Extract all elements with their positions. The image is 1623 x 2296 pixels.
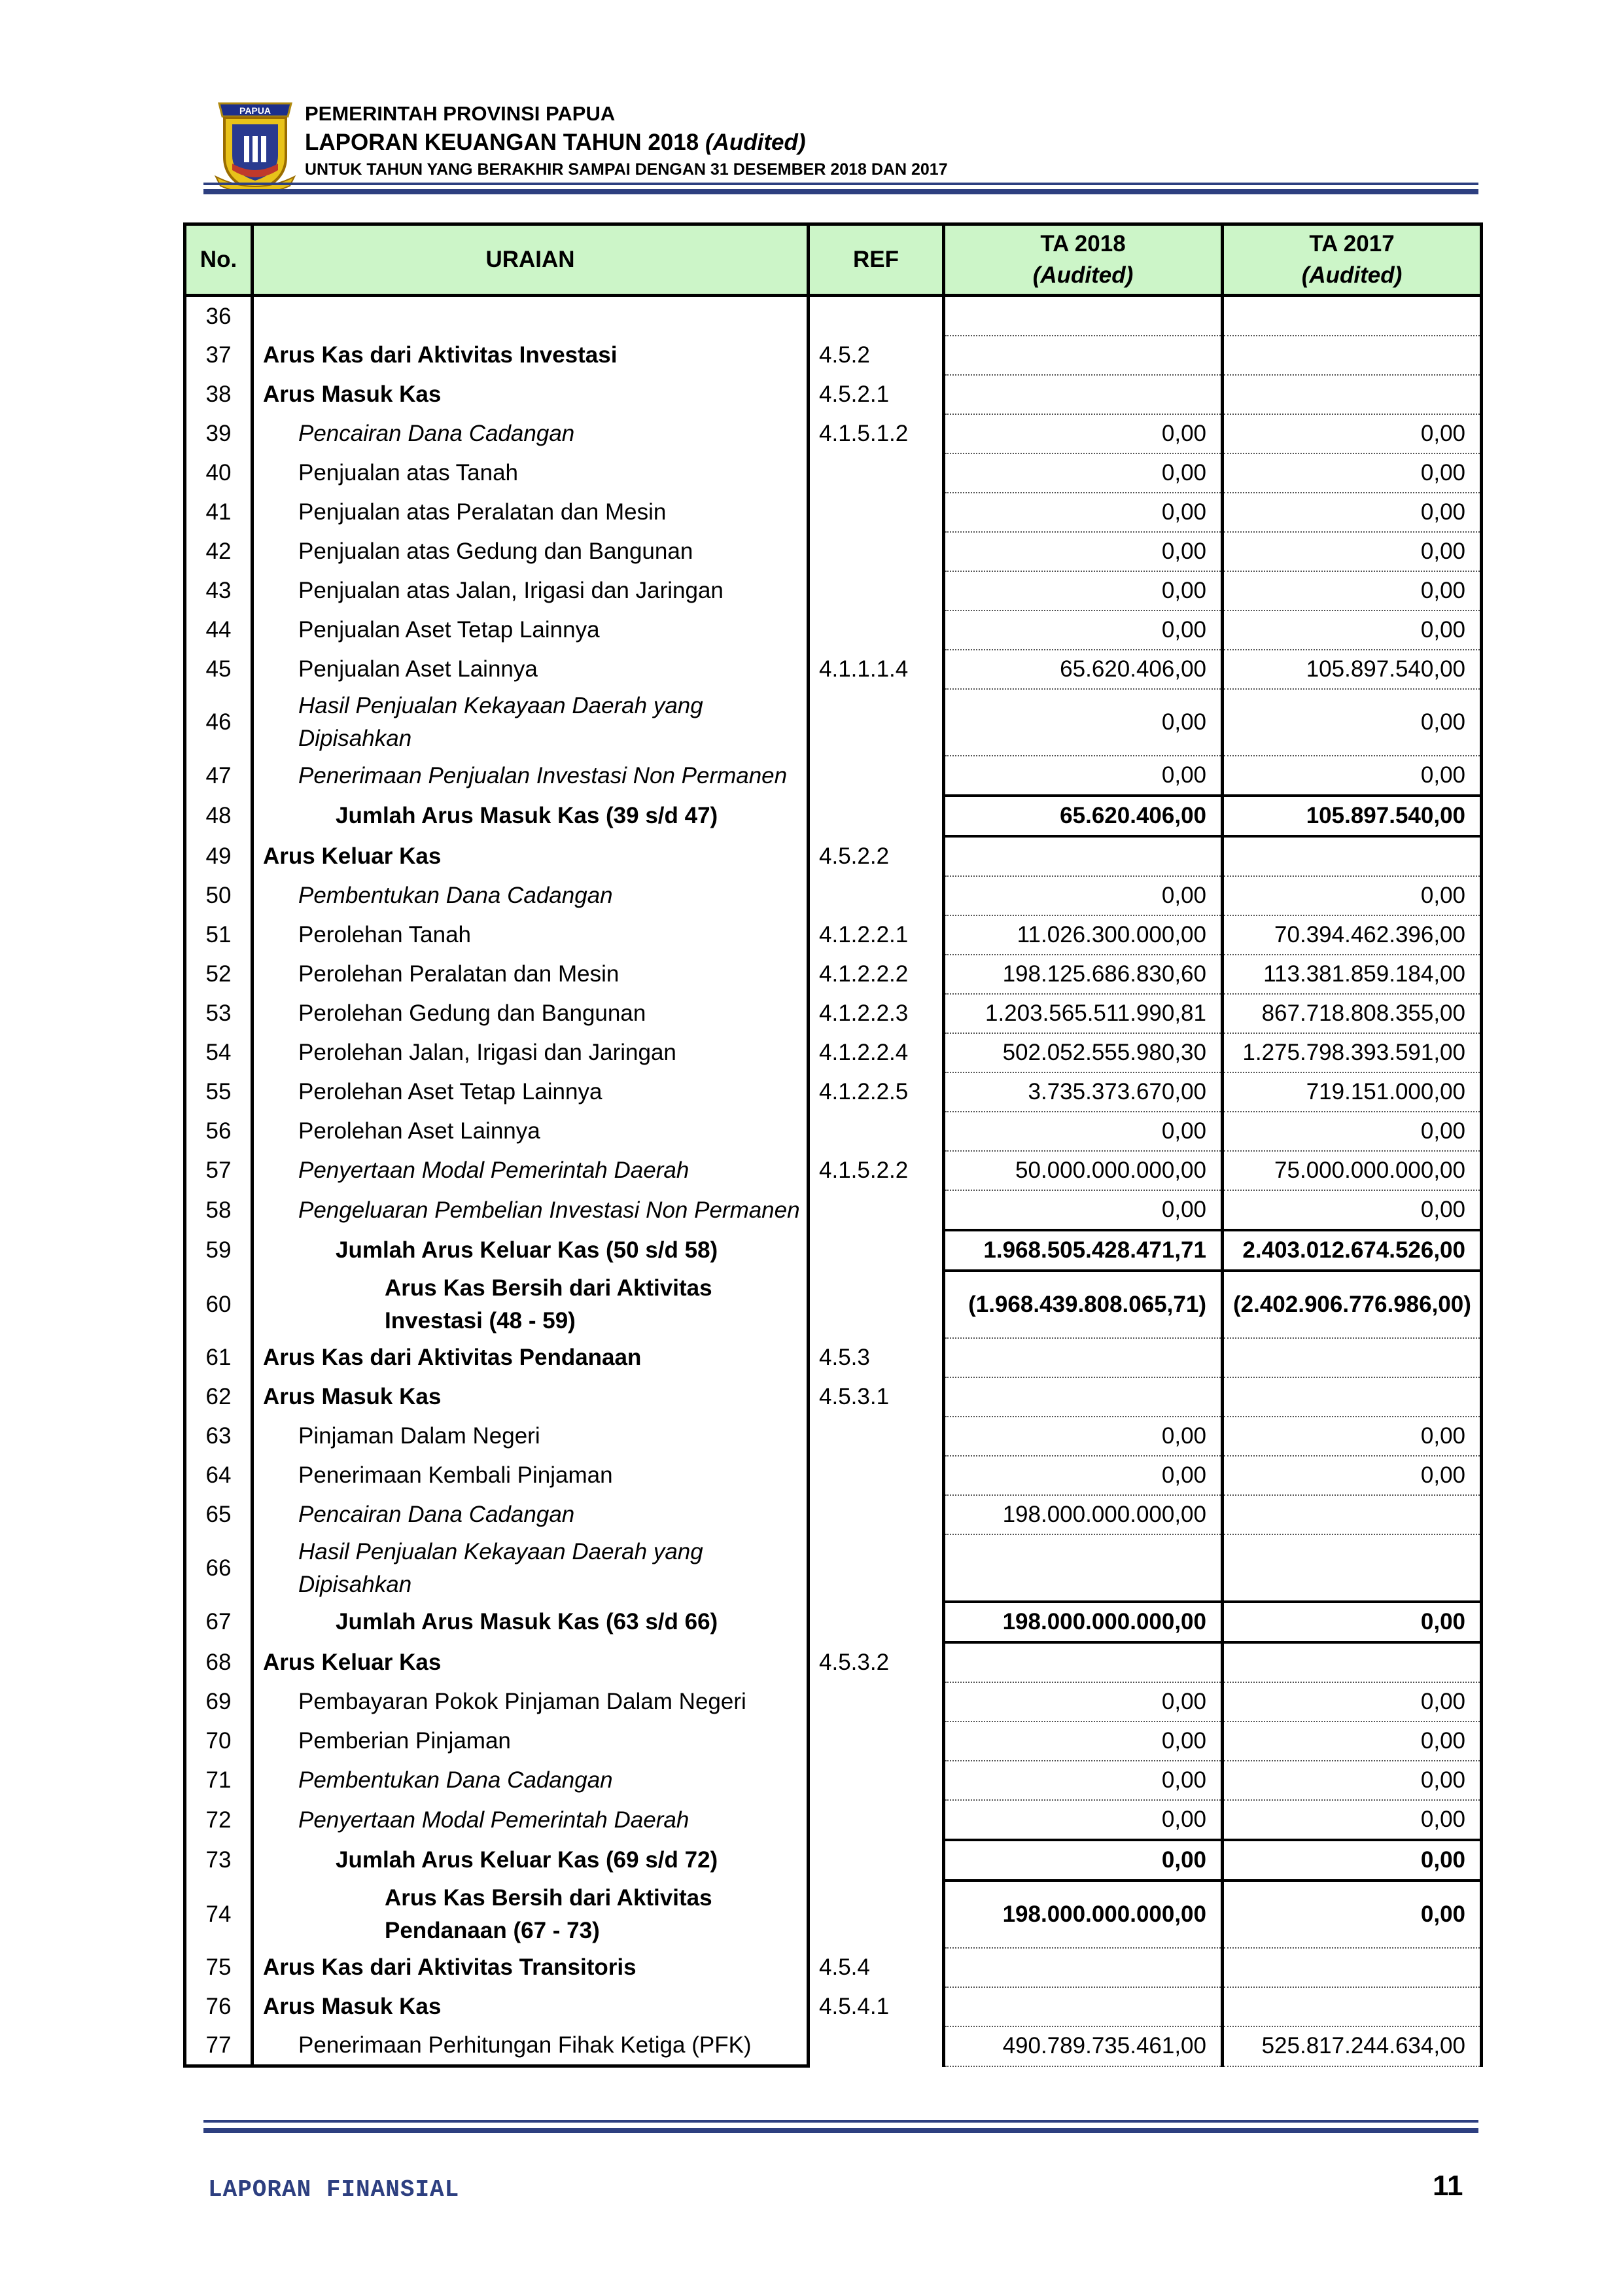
table-row	[185, 1033, 1482, 1072]
table-row	[185, 1682, 1482, 1722]
table-row	[185, 1072, 1482, 1112]
table-row	[185, 994, 1482, 1033]
table-row	[185, 1417, 1482, 1456]
row-description: Arus Masuk Kas	[253, 375, 809, 414]
header-period: UNTUK TAHUN YANG BERAKHIR SAMPAI DENGAN 31 DESEMBER 2018 DAN 2017	[305, 160, 948, 179]
row-number: 59	[185, 1230, 253, 1271]
row-description: Pencairan Dana Cadangan	[253, 1495, 809, 1534]
amount-ta2018: 198.000.000.000,00	[944, 1495, 1223, 1534]
row-ref: 4.1.2.2.2	[809, 955, 944, 994]
table-row	[185, 1495, 1482, 1534]
amount-ta2017	[1223, 1338, 1482, 1377]
amount-ta2018: 1.968.505.428.471,71	[944, 1230, 1223, 1271]
amount-ta2018: 0,00	[944, 756, 1223, 796]
row-number: 64	[185, 1456, 253, 1495]
table-row	[185, 1761, 1482, 1800]
col-header-no: No.	[185, 224, 253, 296]
row-ref: 4.1.2.2.1	[809, 915, 944, 955]
col-header-ta2018-audited: (Audited)	[1032, 262, 1134, 288]
footer-rule-thick	[203, 2128, 1478, 2133]
row-number: 67	[185, 1602, 253, 1642]
amount-ta2017	[1223, 1377, 1482, 1417]
amount-ta2017: 0,00	[1223, 571, 1482, 610]
amount-ta2017: 0,00	[1223, 1112, 1482, 1151]
row-description: Penyertaan Modal Pemerintah Daerah	[253, 1151, 809, 1190]
header-report-title	[305, 130, 806, 156]
table-row	[185, 1722, 1482, 1761]
row-number: 46	[185, 689, 253, 756]
row-description: Arus Kas Bersih dari Aktivitas Investasi (48 - 59)	[253, 1271, 809, 1338]
header-rule-thick	[203, 189, 1478, 194]
table-row	[185, 493, 1482, 532]
table-row	[185, 453, 1482, 493]
row-number: 40	[185, 453, 253, 493]
amount-ta2017: 719.151.000,00	[1223, 1072, 1482, 1112]
row-ref	[809, 296, 944, 336]
table-row	[185, 375, 1482, 414]
amount-ta2018	[944, 836, 1223, 876]
amount-ta2017: 0,00	[1223, 1881, 1482, 1948]
amount-ta2017	[1223, 1642, 1482, 1682]
amount-ta2018: 198.125.686.830,60	[944, 955, 1223, 994]
table-row	[185, 1338, 1482, 1377]
amount-ta2018: 65.620.406,00	[944, 650, 1223, 689]
amount-ta2018	[944, 1987, 1223, 2026]
row-ref: 4.5.4	[809, 1948, 944, 1987]
amount-ta2017: 105.897.540,00	[1223, 650, 1482, 689]
col-header-ta2017-year: TA 2017	[1309, 231, 1395, 256]
table-row	[185, 689, 1482, 756]
row-ref: 4.1.5.1.2	[809, 414, 944, 453]
table-row	[185, 1190, 1482, 1230]
footer-rule-thin	[203, 2120, 1478, 2123]
row-number: 58	[185, 1190, 253, 1230]
row-ref	[809, 1534, 944, 1602]
amount-ta2018: 490.789.735.461,00	[944, 2026, 1223, 2066]
amount-ta2018: 0,00	[944, 1456, 1223, 1495]
amount-ta2017: 0,00	[1223, 1761, 1482, 1800]
amount-ta2018: 0,00	[944, 610, 1223, 650]
table-row	[185, 1377, 1482, 1417]
row-description: Penjualan Aset Tetap Lainnya	[253, 610, 809, 650]
row-description: Arus Masuk Kas	[253, 1377, 809, 1417]
row-number: 68	[185, 1642, 253, 1682]
table-row	[185, 610, 1482, 650]
row-number: 50	[185, 876, 253, 915]
row-description: Perolehan Aset Lainnya	[253, 1112, 809, 1151]
row-number: 56	[185, 1112, 253, 1151]
row-number: 45	[185, 650, 253, 689]
table-row	[185, 1800, 1482, 1840]
row-ref	[809, 689, 944, 756]
row-number: 37	[185, 336, 253, 375]
amount-ta2018	[944, 1377, 1223, 1417]
amount-ta2018: 65.620.406,00	[944, 796, 1223, 836]
table-row	[185, 915, 1482, 955]
table-row	[185, 756, 1482, 796]
amount-ta2017	[1223, 1534, 1482, 1602]
header-government: PEMERINTAH PROVINSI PAPUA	[305, 102, 616, 125]
row-number: 49	[185, 836, 253, 876]
row-number: 70	[185, 1722, 253, 1761]
page-number: 11	[1433, 2170, 1463, 2202]
col-header-ref: REF	[809, 224, 944, 296]
amount-ta2018: 3.735.373.670,00	[944, 1072, 1223, 1112]
table-row	[185, 650, 1482, 689]
row-ref	[809, 1761, 944, 1800]
amount-ta2018	[944, 1338, 1223, 1377]
row-description: Penerimaan Kembali Pinjaman	[253, 1456, 809, 1495]
row-number: 74	[185, 1881, 253, 1948]
row-number: 76	[185, 1987, 253, 2026]
table-row	[185, 796, 1482, 836]
row-description: Penerimaan Perhitungan Fihak Ketiga (PFK)	[253, 2026, 809, 2066]
row-ref: 4.5.3.1	[809, 1377, 944, 1417]
table-row	[185, 1151, 1482, 1190]
table-row	[185, 1840, 1482, 1881]
amount-ta2018: 0,00	[944, 571, 1223, 610]
row-number: 48	[185, 796, 253, 836]
row-ref: 4.1.1.1.4	[809, 650, 944, 689]
amount-ta2018: 198.000.000.000,00	[944, 1881, 1223, 1948]
table-row	[185, 1948, 1482, 1987]
row-ref: 4.5.4.1	[809, 1987, 944, 2026]
table-row	[185, 414, 1482, 453]
table-row	[185, 1112, 1482, 1151]
row-number: 57	[185, 1151, 253, 1190]
row-number: 39	[185, 414, 253, 453]
row-description: Penjualan Aset Lainnya	[253, 650, 809, 689]
row-description: Penyertaan Modal Pemerintah Daerah	[253, 1800, 809, 1840]
amount-ta2018: (1.968.439.808.065,71)	[944, 1271, 1223, 1338]
row-ref	[809, 1112, 944, 1151]
row-ref	[809, 1840, 944, 1881]
row-ref	[809, 876, 944, 915]
amount-ta2018	[944, 375, 1223, 414]
amount-ta2018	[944, 1642, 1223, 1682]
row-ref	[809, 1881, 944, 1948]
amount-ta2017: 113.381.859.184,00	[1223, 955, 1482, 994]
row-number: 61	[185, 1338, 253, 1377]
amount-ta2017	[1223, 296, 1482, 336]
col-header-ta2017	[1223, 224, 1482, 296]
row-description: Arus Kas dari Aktivitas Pendanaan	[253, 1338, 809, 1377]
amount-ta2017: 0,00	[1223, 876, 1482, 915]
amount-ta2017: 525.817.244.634,00	[1223, 2026, 1482, 2066]
row-description: Pembayaran Pokok Pinjaman Dalam Negeri	[253, 1682, 809, 1722]
row-number: 42	[185, 532, 253, 571]
row-ref: 4.5.2.1	[809, 375, 944, 414]
row-ref	[809, 1800, 944, 1840]
amount-ta2017: 0,00	[1223, 610, 1482, 650]
amount-ta2017	[1223, 1987, 1482, 2026]
row-number: 41	[185, 493, 253, 532]
amount-ta2018: 0,00	[944, 1840, 1223, 1881]
amount-ta2017: 0,00	[1223, 1840, 1482, 1881]
table-header-row	[185, 224, 1482, 296]
row-number: 63	[185, 1417, 253, 1456]
row-ref	[809, 796, 944, 836]
row-number: 72	[185, 1800, 253, 1840]
col-header-uraian: URAIAN	[253, 224, 809, 296]
row-number: 36	[185, 296, 253, 336]
row-number: 51	[185, 915, 253, 955]
amount-ta2017: 75.000.000.000,00	[1223, 1151, 1482, 1190]
amount-ta2017: 0,00	[1223, 532, 1482, 571]
row-number: 55	[185, 1072, 253, 1112]
row-description: Hasil Penjualan Kekayaan Daerah yang Dipisahkan	[253, 689, 809, 756]
row-description: Arus Keluar Kas	[253, 1642, 809, 1682]
row-number: 75	[185, 1948, 253, 1987]
amount-ta2017: 0,00	[1223, 1682, 1482, 1722]
row-description: Arus Keluar Kas	[253, 836, 809, 876]
page-header	[0, 0, 1623, 196]
row-description: Perolehan Peralatan dan Mesin	[253, 955, 809, 994]
papua-emblem-icon	[213, 98, 298, 196]
amount-ta2017: 0,00	[1223, 1722, 1482, 1761]
cash-flow-table	[183, 222, 1483, 2068]
row-ref: 4.1.5.2.2	[809, 1151, 944, 1190]
table-row	[185, 1456, 1482, 1495]
amount-ta2018: 1.203.565.511.990,81	[944, 994, 1223, 1033]
row-number: 47	[185, 756, 253, 796]
row-number: 43	[185, 571, 253, 610]
amount-ta2017: 1.275.798.393.591,00	[1223, 1033, 1482, 1072]
table-row	[185, 336, 1482, 375]
amount-ta2017: 0,00	[1223, 1456, 1482, 1495]
row-description: Arus Masuk Kas	[253, 1987, 809, 2026]
col-header-ta2018-year: TA 2018	[1040, 231, 1126, 256]
amount-ta2017: 0,00	[1223, 1800, 1482, 1840]
row-description: Jumlah Arus Keluar Kas (69 s/d 72)	[253, 1840, 809, 1881]
row-number: 54	[185, 1033, 253, 1072]
header-rule-thin	[203, 183, 1478, 185]
amount-ta2017	[1223, 1495, 1482, 1534]
row-description: Penjualan atas Peralatan dan Mesin	[253, 493, 809, 532]
amount-ta2018: 11.026.300.000,00	[944, 915, 1223, 955]
table-body	[185, 296, 1482, 2066]
footer-title: LAPORAN FINANSIAL	[208, 2176, 460, 2203]
row-description: Jumlah Arus Masuk Kas (39 s/d 47)	[253, 796, 809, 836]
row-number: 73	[185, 1840, 253, 1881]
table-row	[185, 1987, 1482, 2026]
table-row	[185, 1602, 1482, 1642]
amount-ta2017: 0,00	[1223, 453, 1482, 493]
svg-text:PAPUA: PAPUA	[239, 105, 271, 116]
row-ref: 4.5.2.2	[809, 836, 944, 876]
amount-ta2017	[1223, 336, 1482, 375]
amount-ta2017: (2.402.906.776.986,00)	[1223, 1271, 1482, 1338]
row-description: Penerimaan Penjualan Investasi Non Permanen	[253, 756, 809, 796]
row-ref	[809, 453, 944, 493]
amount-ta2018	[944, 1948, 1223, 1987]
table-row	[185, 1230, 1482, 1271]
row-ref	[809, 571, 944, 610]
row-ref	[809, 1456, 944, 1495]
col-header-ta2017-audited: (Audited)	[1301, 262, 1403, 288]
table-row	[185, 876, 1482, 915]
table-row	[185, 2026, 1482, 2066]
row-ref	[809, 1602, 944, 1642]
row-number: 65	[185, 1495, 253, 1534]
amount-ta2017	[1223, 836, 1482, 876]
row-number: 71	[185, 1761, 253, 1800]
amount-ta2018: 0,00	[944, 1190, 1223, 1230]
row-description: Pembentukan Dana Cadangan	[253, 1761, 809, 1800]
amount-ta2018: 0,00	[944, 532, 1223, 571]
row-ref: 4.1.2.2.3	[809, 994, 944, 1033]
amount-ta2018: 0,00	[944, 1682, 1223, 1722]
header-report-title-text: LAPORAN KEUANGAN TAHUN 2018	[305, 130, 699, 155]
amount-ta2017: 0,00	[1223, 414, 1482, 453]
row-description: Perolehan Gedung dan Bangunan	[253, 994, 809, 1033]
row-description: Penjualan atas Gedung dan Bangunan	[253, 532, 809, 571]
row-ref	[809, 756, 944, 796]
row-description: Pengeluaran Pembelian Investasi Non Permanen	[253, 1190, 809, 1230]
row-description: Jumlah Arus Keluar Kas (50 s/d 58)	[253, 1230, 809, 1271]
row-ref: 4.1.2.2.5	[809, 1072, 944, 1112]
table-row	[185, 571, 1482, 610]
row-number: 60	[185, 1271, 253, 1338]
table-row	[185, 955, 1482, 994]
row-number: 53	[185, 994, 253, 1033]
row-description: Perolehan Jalan, Irigasi dan Jaringan	[253, 1033, 809, 1072]
amount-ta2017: 0,00	[1223, 689, 1482, 756]
row-ref	[809, 1190, 944, 1230]
amount-ta2017	[1223, 375, 1482, 414]
amount-ta2017: 0,00	[1223, 1602, 1482, 1642]
row-description: Penjualan atas Tanah	[253, 453, 809, 493]
row-number: 69	[185, 1682, 253, 1722]
amount-ta2018	[944, 296, 1223, 336]
amount-ta2018: 0,00	[944, 876, 1223, 915]
amount-ta2018: 198.000.000.000,00	[944, 1602, 1223, 1642]
amount-ta2017: 0,00	[1223, 1417, 1482, 1456]
row-description: Pemberian Pinjaman	[253, 1722, 809, 1761]
amount-ta2018: 0,00	[944, 414, 1223, 453]
row-description: Pembentukan Dana Cadangan	[253, 876, 809, 915]
row-ref: 4.5.3	[809, 1338, 944, 1377]
amount-ta2017: 70.394.462.396,00	[1223, 915, 1482, 955]
amount-ta2017	[1223, 1948, 1482, 1987]
amount-ta2018: 0,00	[944, 1761, 1223, 1800]
row-description: Jumlah Arus Masuk Kas (63 s/d 66)	[253, 1602, 809, 1642]
table-row	[185, 532, 1482, 571]
amount-ta2017: 0,00	[1223, 493, 1482, 532]
row-number: 38	[185, 375, 253, 414]
amount-ta2017: 105.897.540,00	[1223, 796, 1482, 836]
row-description: Pinjaman Dalam Negeri	[253, 1417, 809, 1456]
row-ref	[809, 1230, 944, 1271]
row-ref	[809, 1722, 944, 1761]
amount-ta2018: 502.052.555.980,30	[944, 1033, 1223, 1072]
amount-ta2018: 0,00	[944, 1800, 1223, 1840]
row-description: Arus Kas dari Aktivitas Investasi	[253, 336, 809, 375]
amount-ta2017: 0,00	[1223, 1190, 1482, 1230]
header-report-audited: (Audited)	[705, 130, 806, 155]
row-description	[253, 296, 809, 336]
col-header-ta2018	[944, 224, 1223, 296]
row-ref	[809, 2026, 944, 2066]
row-number: 44	[185, 610, 253, 650]
table-row	[185, 1881, 1482, 1948]
row-number: 66	[185, 1534, 253, 1602]
row-ref	[809, 1682, 944, 1722]
amount-ta2018	[944, 1534, 1223, 1602]
amount-ta2018: 0,00	[944, 493, 1223, 532]
amount-ta2017: 867.718.808.355,00	[1223, 994, 1482, 1033]
row-description: Perolehan Aset Tetap Lainnya	[253, 1072, 809, 1112]
amount-ta2018: 50.000.000.000,00	[944, 1151, 1223, 1190]
row-number: 77	[185, 2026, 253, 2066]
amount-ta2017: 0,00	[1223, 756, 1482, 796]
row-ref	[809, 1271, 944, 1338]
table-row	[185, 296, 1482, 336]
row-description: Arus Kas Bersih dari Aktivitas Pendanaan (67 - 73)	[253, 1881, 809, 1948]
amount-ta2018: 0,00	[944, 1112, 1223, 1151]
row-number: 52	[185, 955, 253, 994]
row-ref: 4.1.2.2.4	[809, 1033, 944, 1072]
row-ref	[809, 1495, 944, 1534]
row-description: Arus Kas dari Aktivitas Transitoris	[253, 1948, 809, 1987]
amount-ta2018: 0,00	[944, 1722, 1223, 1761]
amount-ta2018: 0,00	[944, 453, 1223, 493]
row-description: Penjualan atas Jalan, Irigasi dan Jaringan	[253, 571, 809, 610]
amount-ta2018	[944, 336, 1223, 375]
table-row	[185, 1534, 1482, 1602]
amount-ta2018: 0,00	[944, 689, 1223, 756]
table-row	[185, 1271, 1482, 1338]
row-ref: 4.5.3.2	[809, 1642, 944, 1682]
row-ref	[809, 1417, 944, 1456]
table-row	[185, 1642, 1482, 1682]
amount-ta2018: 0,00	[944, 1417, 1223, 1456]
row-number: 62	[185, 1377, 253, 1417]
row-ref	[809, 493, 944, 532]
row-description: Hasil Penjualan Kekayaan Daerah yang Dipisahkan	[253, 1534, 809, 1602]
row-description: Pencairan Dana Cadangan	[253, 414, 809, 453]
row-ref	[809, 610, 944, 650]
row-ref	[809, 532, 944, 571]
amount-ta2017: 2.403.012.674.526,00	[1223, 1230, 1482, 1271]
table-row	[185, 836, 1482, 876]
row-description: Perolehan Tanah	[253, 915, 809, 955]
row-ref: 4.5.2	[809, 336, 944, 375]
